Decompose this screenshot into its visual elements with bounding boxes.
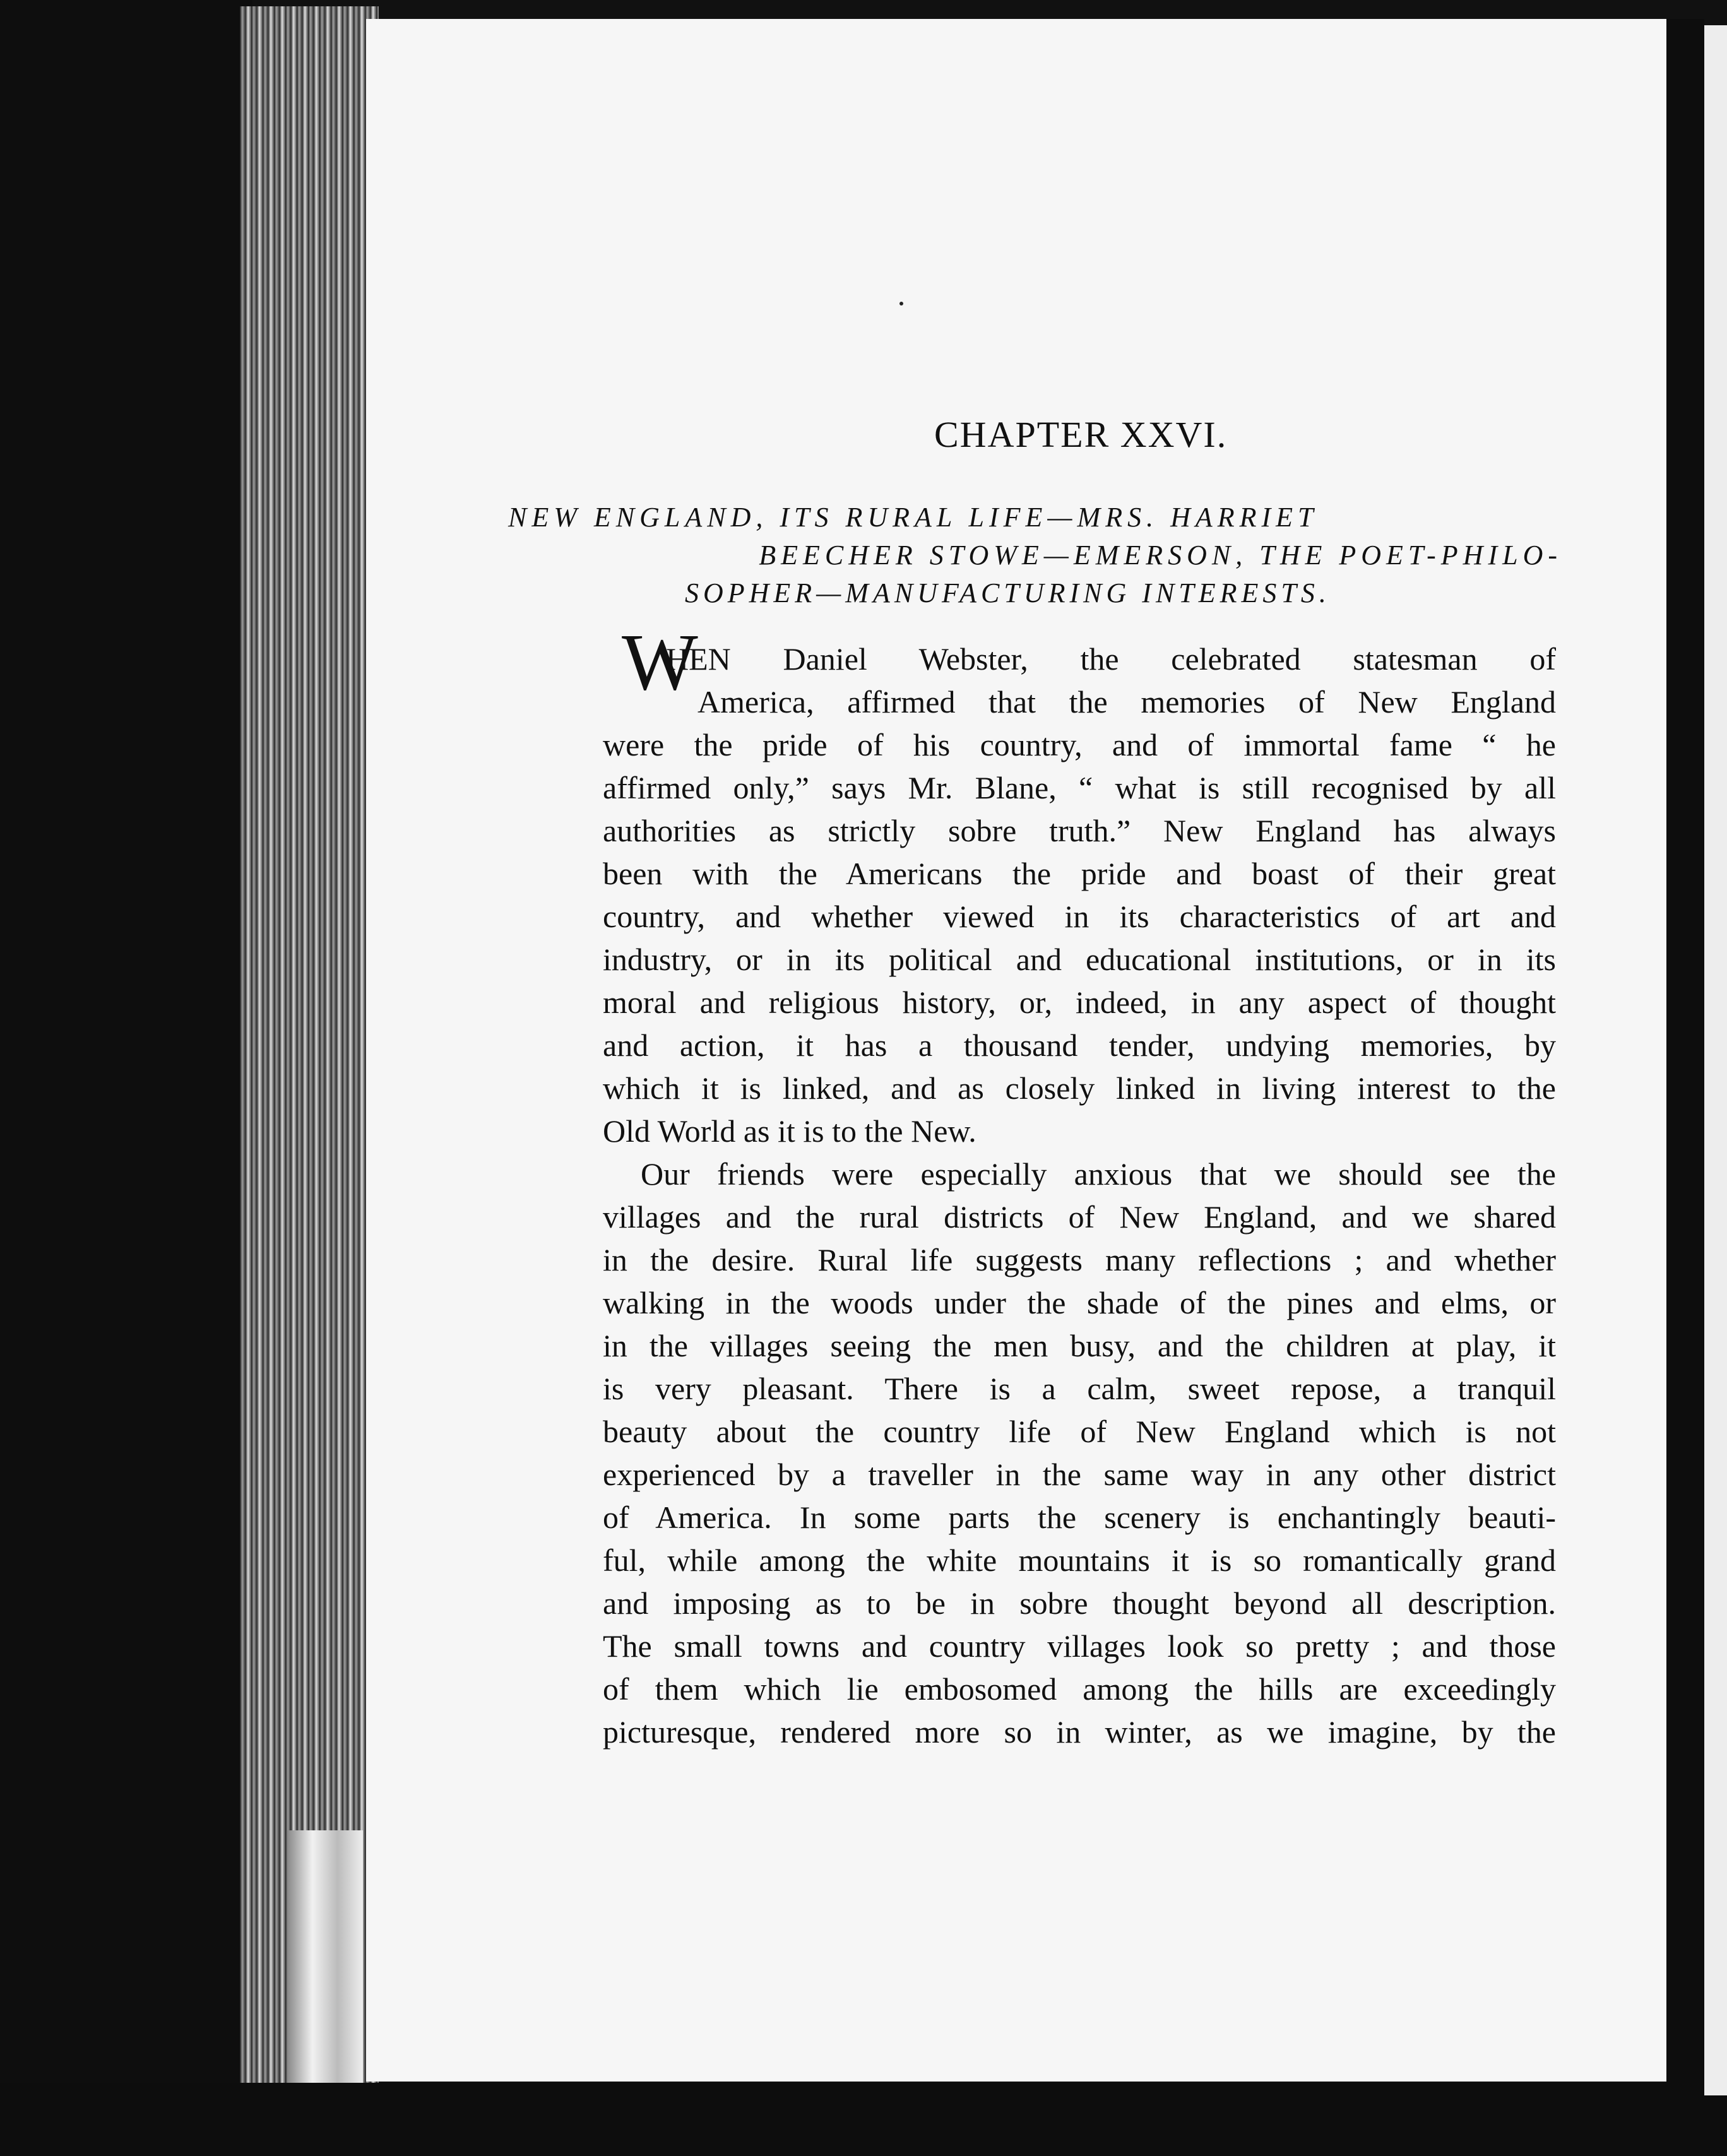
book-page-edges-lower <box>287 1830 363 2083</box>
text-line: HEN Daniel Webster, the celebrated statesman of <box>666 641 1556 677</box>
text-line: Our friends were especially anxious that we should see the <box>641 1156 1556 1192</box>
text-line: and imposing as to be in sobre thought beyond all description. <box>603 1585 1556 1621</box>
text-line: country, and whether viewed in its characteristics of art and <box>603 899 1556 934</box>
drop-cap-letter: W <box>622 617 698 707</box>
text-line: been with the Americans the pride and boast of their great <box>603 856 1556 891</box>
text-line: in the desire. Rural life suggests many reflections ; and whether <box>603 1242 1556 1277</box>
text-line: walking in the woods under the shade of the pines and elms, or <box>603 1285 1556 1320</box>
text-line: The small towns and country villages look so pretty ; and those <box>603 1628 1556 1664</box>
opening-lines <box>666 637 1556 723</box>
chapter-title: CHAPTER XXVI. <box>934 414 1228 455</box>
text-line: villages and the rural districts of New England, and we shared <box>603 1199 1556 1235</box>
text-line: picturesque, rendered more so in winter, as we imagine, by the <box>603 1714 1556 1750</box>
text-line: affirmed only,” says Mr. Blane, “ what is still recognised by all <box>603 770 1556 805</box>
text-line: which it is linked, and as closely linked in living interest to the <box>603 1070 1556 1106</box>
text-line: moral and religious history, or, indeed, in any aspect of thought <box>603 985 1556 1020</box>
subtitle-line: BEECHER STOWE—EMERSON, THE POET-PHILO- <box>759 540 1562 571</box>
chapter-subtitle <box>508 499 1562 612</box>
paragraph-1 <box>603 723 1556 1152</box>
text-line: of them which lie embosomed among the hills are exceedingly <box>603 1671 1556 1707</box>
text-line: of America. In some parts the scenery is enchantingly beauti- <box>603 1500 1556 1535</box>
text-line: experienced by a traveller in the same way in any other district <box>603 1457 1556 1492</box>
page-speck <box>899 302 903 305</box>
text-line: authorities as strictly sobre truth.” New England has always <box>603 813 1556 848</box>
text-line: in the villages seeing the men busy, and the children at play, it <box>603 1328 1556 1363</box>
text-line: industry, or in its political and educational institutions, or in its <box>603 942 1556 977</box>
book-page-edges <box>240 6 379 2083</box>
subtitle-line: SOPHER—MANUFACTURING INTERESTS. <box>685 578 1331 608</box>
text-line: beauty about the country life of New England which is not <box>603 1414 1556 1449</box>
left-background <box>0 0 252 2156</box>
text-line: and action, it has a thousand tender, undying memories, by <box>603 1028 1556 1063</box>
text-line: is very pleasant. There is a calm, sweet repose, a tranquil <box>603 1371 1556 1406</box>
bottom-background <box>0 2083 1727 2156</box>
text-line: America, affirmed that the memories of New England <box>697 684 1556 720</box>
page-gutter-shadow <box>1666 19 1704 2102</box>
subtitle-line: NEW ENGLAND, ITS RURAL LIFE—MRS. HARRIET <box>508 502 1319 533</box>
text-line: ful, while among the white mountains it is so romantically grand <box>603 1543 1556 1578</box>
paragraph-2 <box>603 1152 1556 1753</box>
text-line: Old World as it is to the New. <box>603 1113 976 1149</box>
text-line: were the pride of his country, and of immortal fame “ he <box>603 727 1556 762</box>
